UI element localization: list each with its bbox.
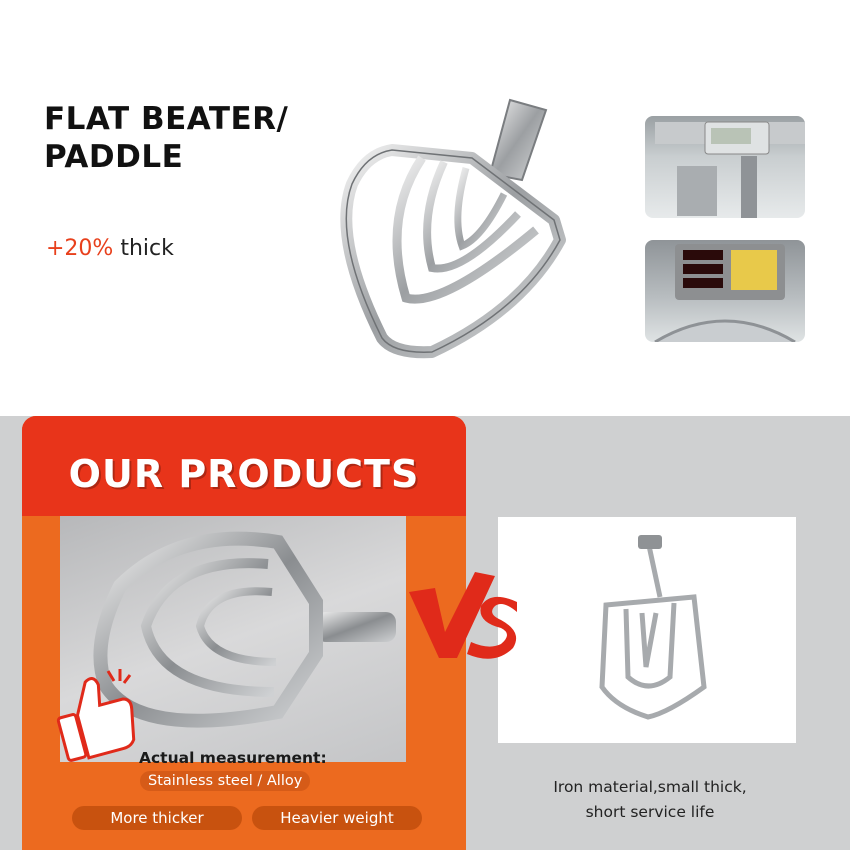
thickness-word: thick [113,236,174,261]
competitor-line-1: Iron material,small thick, [553,778,747,796]
our-products-header [22,416,466,516]
thickness-note [46,236,174,261]
title-line-1: FLAT BEATER/ [44,101,289,137]
thumbs-up-icon [48,665,140,765]
title-line-2: PADDLE [44,139,184,175]
competitor-line-2: short service life [585,803,715,821]
thickness-percent: +20% [46,236,114,261]
material-badge: Stainless steel / Alloy [140,771,310,791]
vs-text: VS [405,562,407,563]
measurement-label: Actual measurement: [139,749,327,767]
heavier-badge: Heavier weight [252,806,422,830]
product-title [44,100,304,176]
flat-beater-image [322,88,574,370]
caliper-measurement-photo [645,116,805,218]
vs-emblem [405,562,523,664]
scale-measurement-photo [645,240,805,342]
our-products-heading: OUR PRODUCTS [68,452,420,496]
competitor-beater-photo [498,517,796,743]
thicker-badge: More thicker [72,806,242,830]
competitor-description [520,775,780,825]
